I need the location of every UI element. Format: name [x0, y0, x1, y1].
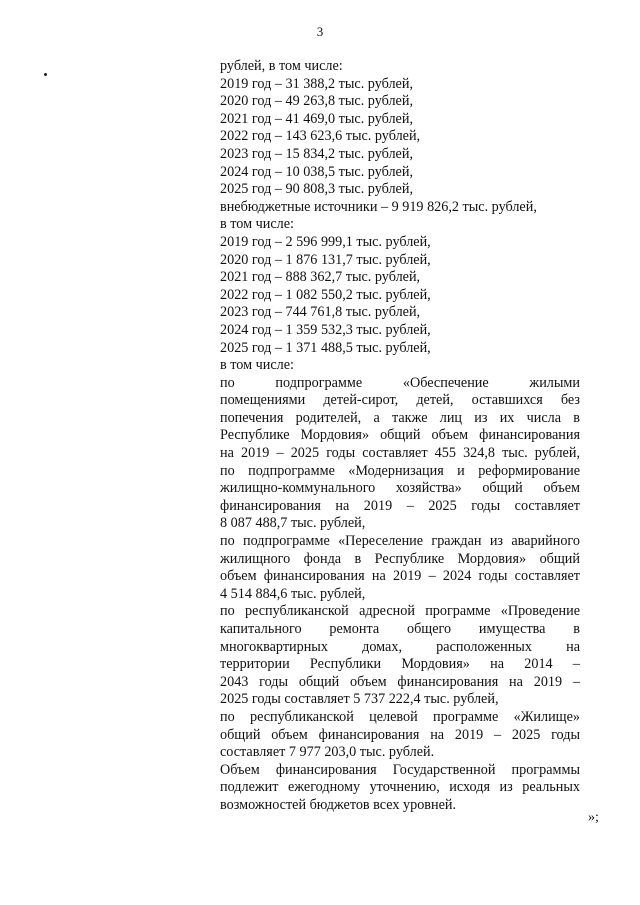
year-line: 2021 год – 41 469,0 тыс. рублей,: [220, 110, 413, 127]
page-number: 3: [316, 24, 324, 39]
funding-list: [220, 58, 580, 375]
text-line: в том числе:: [220, 216, 294, 233]
text-line: территории Республики Мордовия» на 2014 –: [220, 656, 580, 673]
year-line: 2020 год – 1 876 131,7 тыс. рублей,: [220, 251, 431, 268]
year-line: 2023 год – 15 834,2 тыс. рублей,: [220, 145, 413, 162]
text-line: подлежит ежегодному уточнению, исходя из реальных: [220, 779, 580, 796]
year-line: 2024 год – 1 359 532,3 тыс. рублей,: [220, 321, 431, 338]
text-line: возможностей бюджетов всех уровней.: [220, 796, 457, 813]
text-line: составляет 7 977 203,0 тыс. рублей.: [220, 744, 435, 761]
paragraph-subprogram-resettlement: [220, 533, 580, 603]
text-line: по республиканской адресной программе «Проведение: [220, 603, 580, 620]
text-line: по подпрограмме «Обеспечение жилыми: [220, 374, 580, 391]
closing-quote-mark: »;: [588, 810, 599, 825]
text-line: на 2019 – 2025 годы составляет 455 324,8 тыс. рублей,: [220, 445, 580, 462]
text-line: помещениями детей-сирот, детей, оставшихся без: [220, 392, 580, 409]
text-line: попечения родителей, а также лиц из их числа в: [220, 409, 580, 426]
year-line: 2020 год – 49 263,8 тыс. рублей,: [220, 93, 413, 110]
year-line: 2022 год – 1 082 550,2 тыс. рублей,: [220, 286, 431, 303]
paragraph-funding-adjustment: [220, 762, 580, 815]
text-line: по республиканской целевой программе «Жилище»: [220, 708, 580, 725]
text-line: жилищно-коммунального хозяйства» общий объем: [220, 480, 580, 497]
text-line: капитального ремонта общего имущества в: [220, 621, 580, 637]
text-line: объем финансирования на 2019 – 2024 годы составляет: [220, 568, 580, 585]
text-line: 8 087 488,7 тыс. рублей,: [220, 515, 366, 532]
year-line: 2022 год – 143 623,6 тыс. рублей,: [220, 128, 421, 145]
year-line: 2025 год – 90 808,3 тыс. рублей,: [220, 181, 413, 198]
text-line: 2025 годы составляет 5 737 222,4 тыс. рублей,: [220, 691, 499, 708]
year-line: 2024 год – 10 038,5 тыс. рублей,: [220, 163, 413, 180]
paragraph-subprogram-orphans: [220, 375, 580, 463]
text-line: жилищного фонда в Республике Мордовия» общий: [220, 550, 580, 567]
paragraph-capital-repair-program: [220, 603, 580, 709]
text-line: общий объем финансирования на 2019 – 2025 годы: [220, 726, 580, 743]
text-line: финансирования на 2019 – 2025 годы составляет: [220, 497, 580, 514]
text-line: в том числе:: [220, 357, 294, 374]
year-line: 2021 год – 888 362,7 тыс. рублей,: [220, 269, 421, 286]
scan-dot: [44, 73, 47, 76]
text-line: 2043 годы общий объем финансирования на 2019 –: [220, 673, 580, 690]
year-line: 2019 год – 2 596 999,1 тыс. рублей,: [220, 233, 431, 250]
year-line: 2019 год – 31 388,2 тыс. рублей,: [220, 75, 413, 92]
text-line: многоквартирных домах, расположенных на: [220, 638, 580, 655]
text-line: по подпрограмме «Модернизация и реформирование: [220, 462, 580, 479]
document-body: [220, 58, 580, 815]
text-line: по подпрограмме «Переселение граждан из аварийного: [220, 533, 580, 550]
year-line: 2023 год – 744 761,8 тыс. рублей,: [220, 304, 421, 321]
text-line: Объем финансирования Государственной программы: [220, 761, 580, 778]
text-line: Республике Мордовия» общий объем финансирования: [220, 427, 580, 444]
text-line: рублей, в том числе:: [220, 58, 343, 74]
paragraph-housing-program: [220, 709, 580, 762]
extrabudget-line: внебюджетные источники – 9 919 826,2 тыс. рублей,: [220, 198, 537, 215]
paragraph-subprogram-housing-utilities: [220, 463, 580, 533]
text-line: 4 514 884,6 тыс. рублей,: [220, 585, 366, 602]
year-line: 2025 год – 1 371 488,5 тыс. рублей,: [220, 339, 431, 356]
